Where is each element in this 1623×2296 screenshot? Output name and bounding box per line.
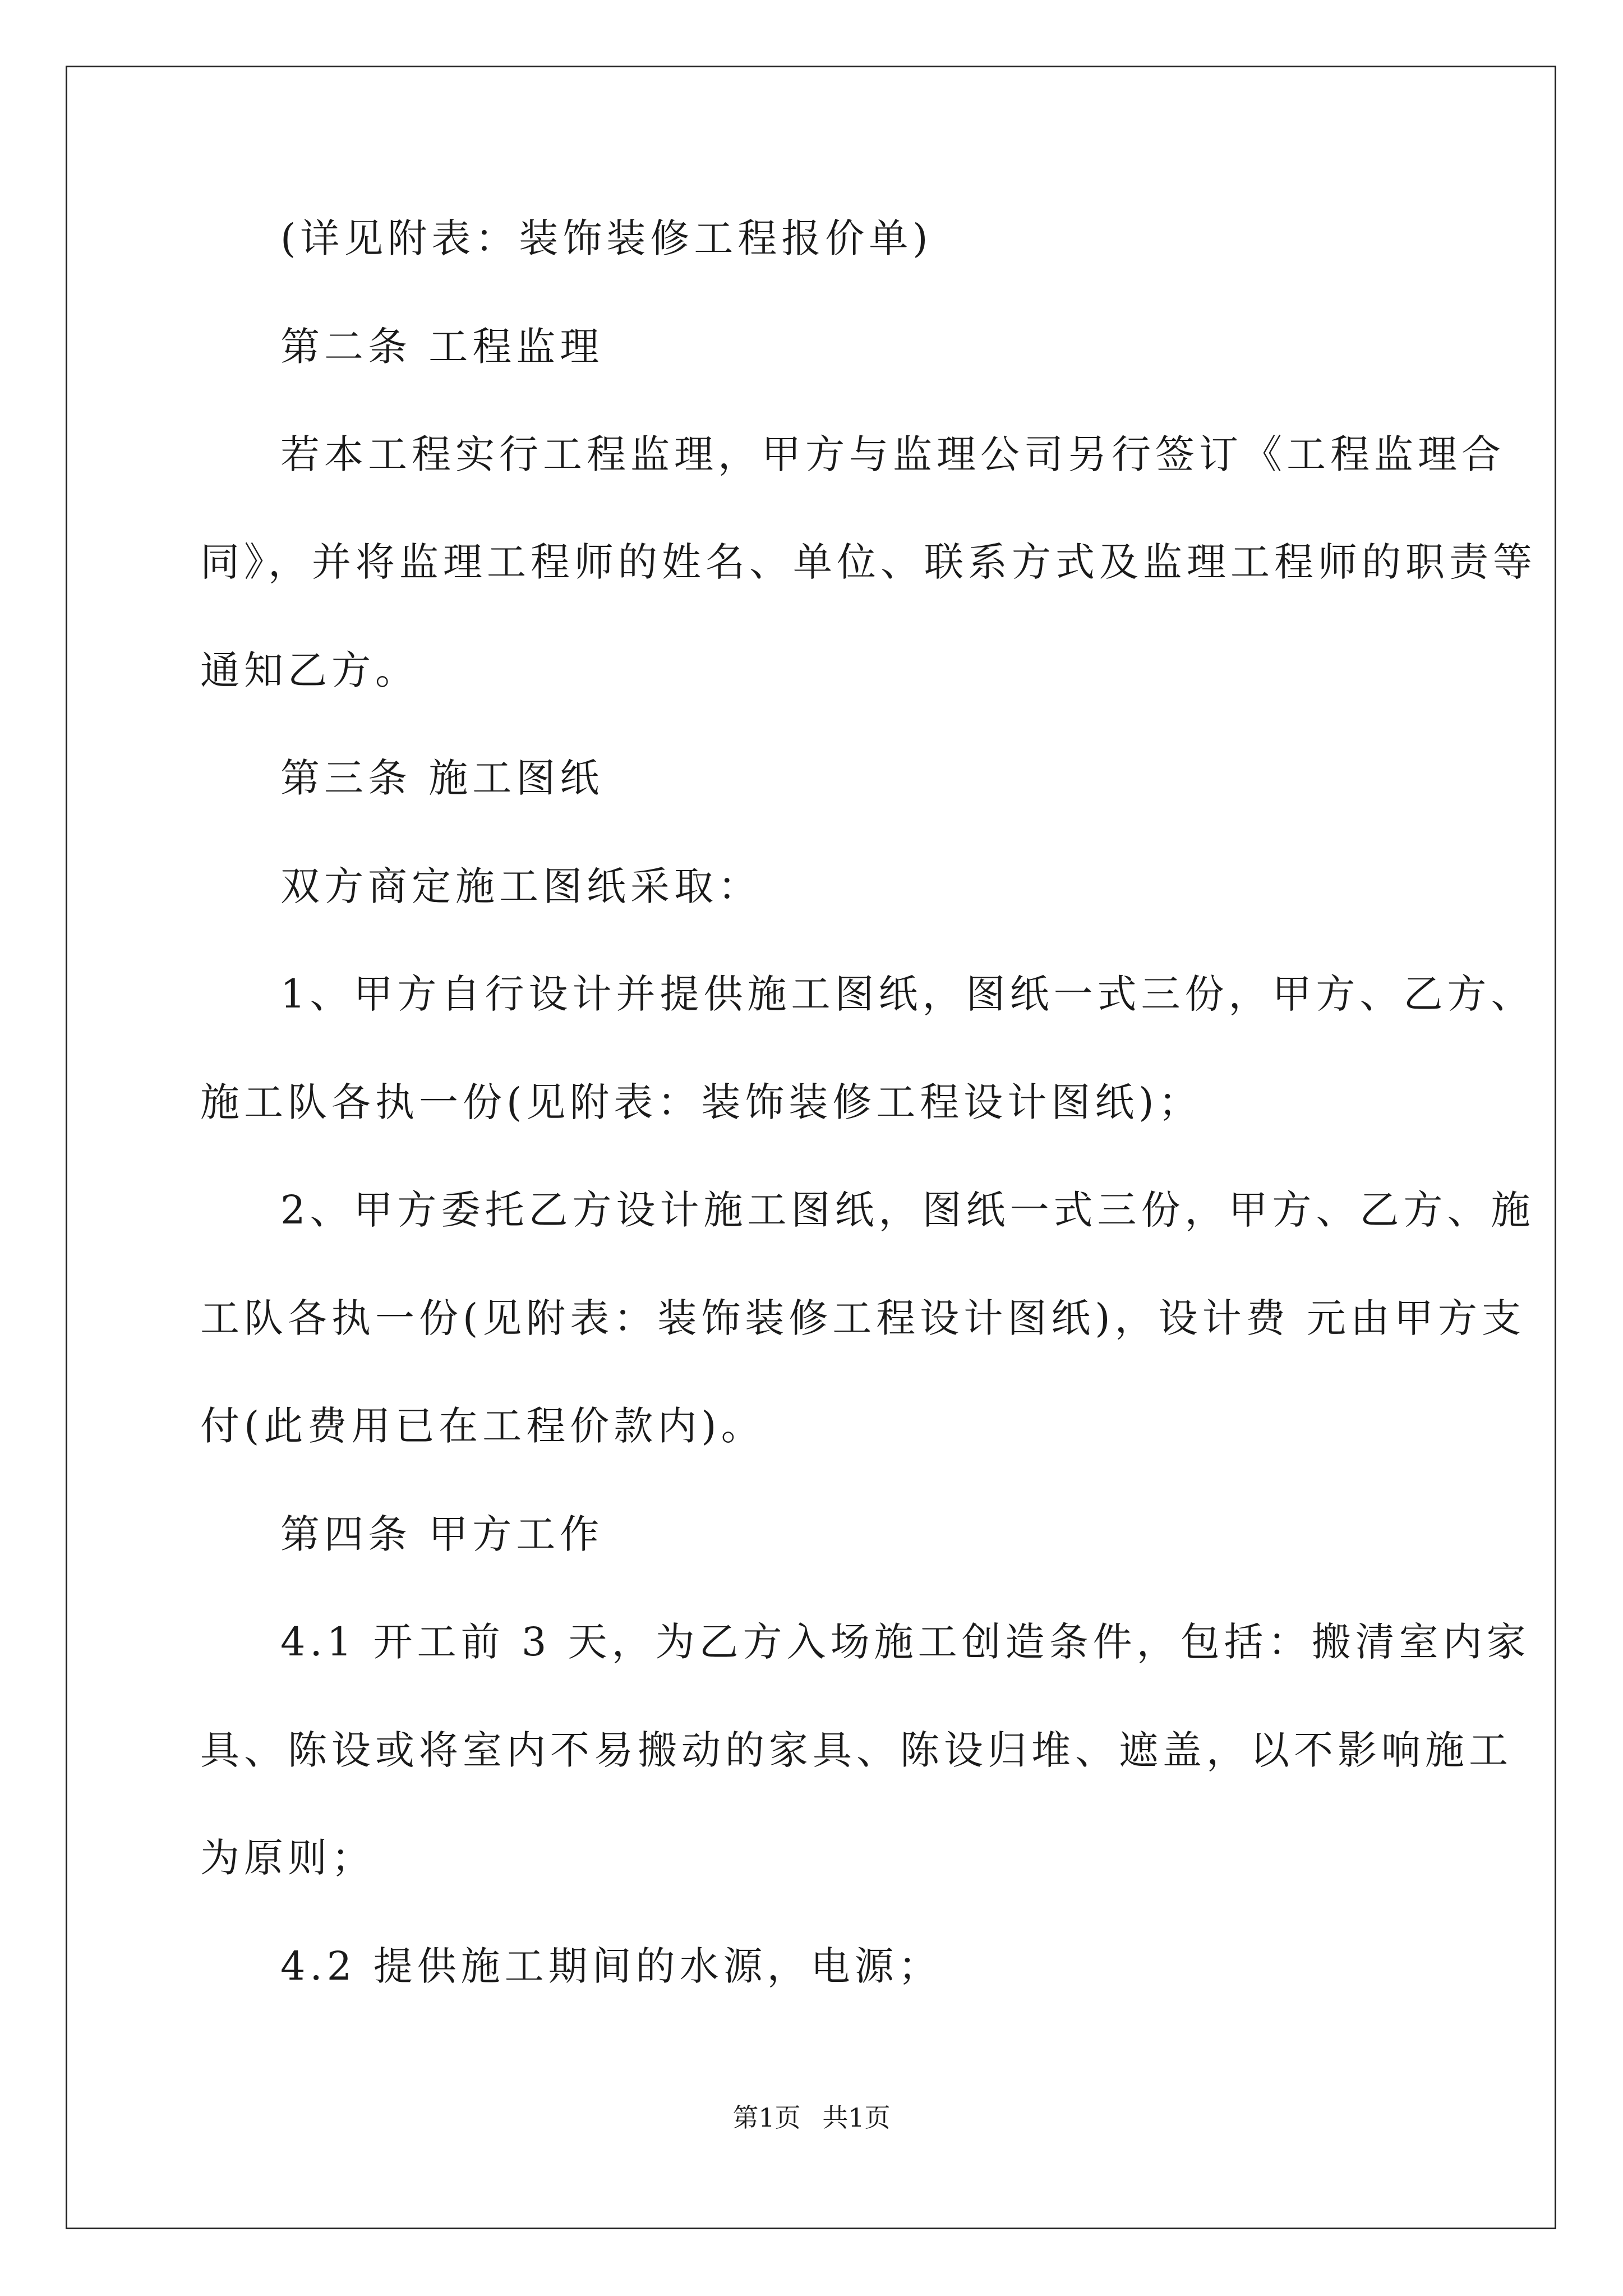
paragraph-supervision-line-1: 若本工程实行工程监理，甲方与监理公司另行签订《工程监理合 [280, 431, 1505, 477]
paragraph-4-1-line-1: 4.1 开工前 3 天，为乙方入场施工创造条件，包括：搬清室内家 [280, 1619, 1530, 1665]
paragraph-option-1-line-2: 施工队各执一份(见附表：装饰装修工程设计图纸)； [200, 1079, 1202, 1125]
heading-article-2: 第二条 工程监理 [280, 324, 604, 370]
paragraph-option-2-line-2: 工队各执一份(见附表：装饰装修工程设计图纸)，设计费 元由甲方支 [200, 1295, 1525, 1341]
paragraph-4-1-line-2: 具、陈设或将室内不易搬动的家具、陈设归堆、遮盖，以不影响施工 [200, 1727, 1513, 1773]
page-border [66, 66, 1556, 2229]
paragraph-attachment-note: (详见附表：装饰装修工程报价单) [280, 215, 933, 261]
page-number-current: 第1页 [732, 2102, 801, 2133]
paragraph-4-2: 4.2 提供施工期间的水源，电源； [280, 1943, 942, 1989]
page-number-total: 共1页 [822, 2102, 891, 2133]
paragraph-supervision-line-2: 同》，并将监理工程师的姓名、单位、联系方式及监理工程师的职责等 [200, 539, 1537, 585]
paragraph-4-1-line-3: 为原则； [200, 1835, 375, 1881]
page-footer [0, 2101, 1623, 2134]
heading-article-3: 第三条 施工图纸 [280, 755, 604, 801]
paragraph-drawings-intro: 双方商定施工图纸采取： [280, 863, 762, 909]
paragraph-supervision-line-3: 通知乙方。 [200, 647, 419, 693]
paragraph-option-1-line-1: 1、甲方自行设计并提供施工图纸，图纸一式三份，甲方、乙方、 [280, 971, 1535, 1017]
paragraph-option-2-line-3: 付(此费用已在工程价款内)。 [200, 1403, 765, 1449]
heading-article-4: 第四条 甲方工作 [280, 1511, 604, 1557]
paragraph-option-2-line-1: 2、甲方委托乙方设计施工图纸，图纸一式三份，甲方、乙方、施 [280, 1187, 1535, 1233]
